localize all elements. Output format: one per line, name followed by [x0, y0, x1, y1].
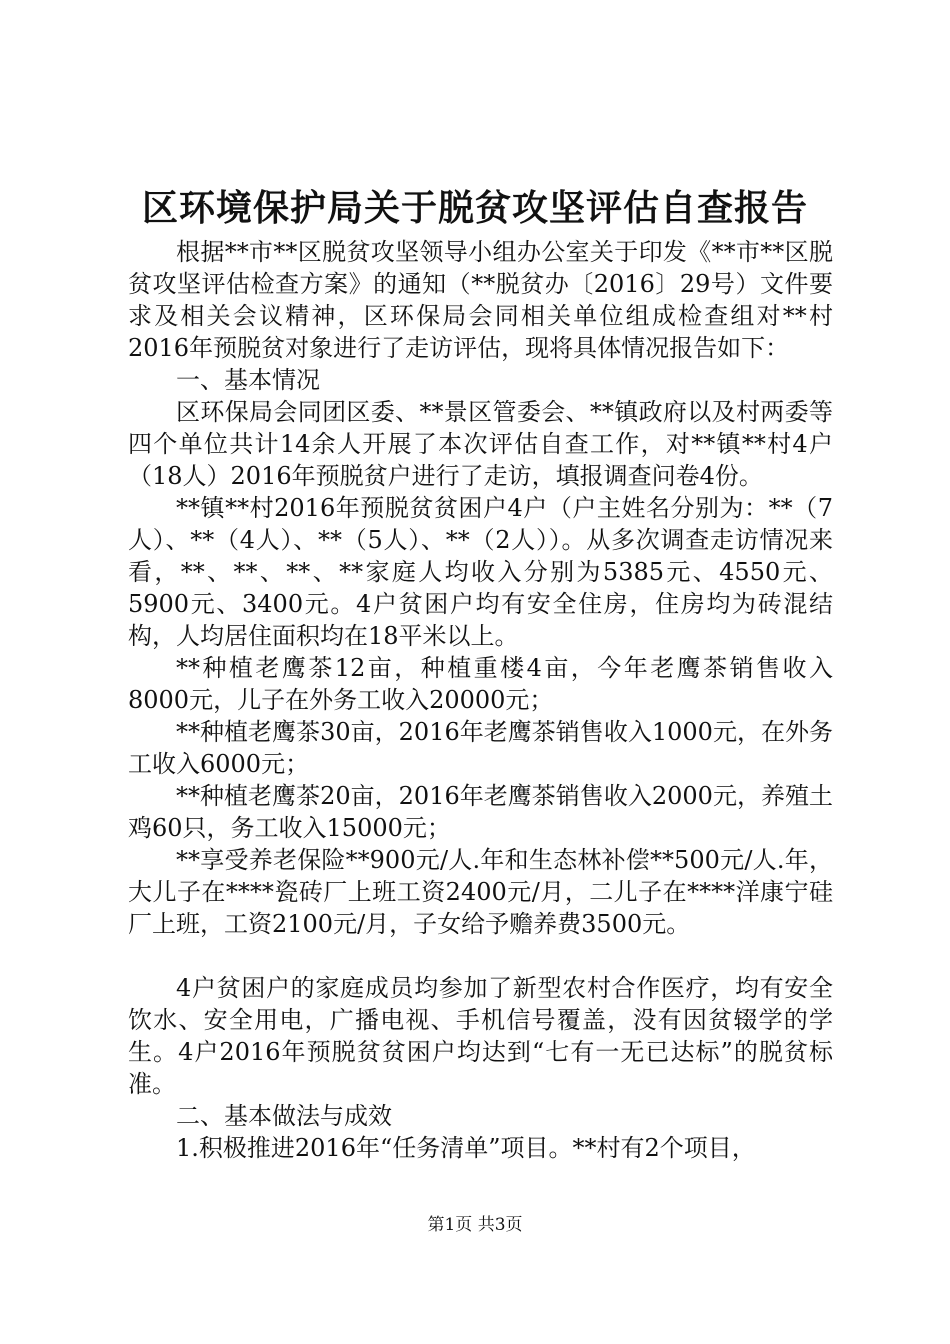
section-heading-basic-situation: 一、基本情况	[176, 366, 320, 394]
document-body	[128, 236, 833, 1164]
section-heading-practices: 二、基本做法与成效	[176, 1102, 392, 1130]
paragraph-household-3: **种植老鹰茶20亩，2016年老鹰茶销售收入2000元，养殖土鸡60只，务工收入15000元；	[128, 782, 833, 842]
paragraph-household-4: **享受养老保险**900元/人.年和生态林补偿**500元/人.年，大儿子在****瓷砖厂上班工资2400元/月，二儿子在****洋康宁硅厂上班，工资2100元/月，子女给予赡养费3500元。	[128, 846, 833, 938]
paragraph-household-1: **种植老鹰茶12亩，种植重楼4亩，今年老鹰茶销售收入8000元，儿子在外务工收入20000元；	[128, 654, 833, 714]
blank-line	[128, 940, 833, 972]
paragraph-task-list: 1.积极推进2016年“任务清单”项目。**村有2个项目，	[176, 1134, 756, 1162]
paragraph-household-2: **种植老鹰茶30亩，2016年老鹰茶销售收入1000元，在外务工收入6000元；	[128, 718, 833, 778]
document-title: 区环境保护局关于脱贫攻坚评估自查报告	[141, 187, 808, 229]
paragraph-self-check-work: 区环保局会同团区委、**景区管委会、**镇政府以及村两委等四个单位共计14余人开展了本次评估自查工作，对**镇**村4户（18人）2016年预脱贫户进行了走访，填报调查问卷4份。	[128, 398, 833, 490]
page-number-footer: 第1页 共3页	[427, 1215, 523, 1235]
paragraph-intro: 根据**市**区脱贫攻坚领导小组办公室关于印发《**市**区脱贫攻坚评估检查方案》的通知（**脱贫办〔2016〕29号）文件要求及相关会议精神，区环保局会同相关单位组成检查组对**村2016年预脱贫对象进行了走访评估，现将具体情况报告如下：	[128, 238, 833, 362]
paragraph-household-overview: **镇**村2016年预脱贫贫困户4户（户主姓名分别为：**（7人）、**（4人）、**（5人）、**（2人））。从多次调查走访情况来看，**、**、**、**家庭人均收入分别为5385元、4550元、5900元、3400元。4户贫困户均有安全住房，住房均为砖混结构，人均居住面积均在18平米以上。	[128, 494, 833, 650]
paragraph-standards: 4户贫困户的家庭成员均参加了新型农村合作医疗，均有安全饮水、安全用电，广播电视、手机信号覆盖，没有因贫辍学的学生。4户2016年预脱贫贫困户均达到“七有一无已达标”的脱贫标准。	[128, 974, 833, 1098]
